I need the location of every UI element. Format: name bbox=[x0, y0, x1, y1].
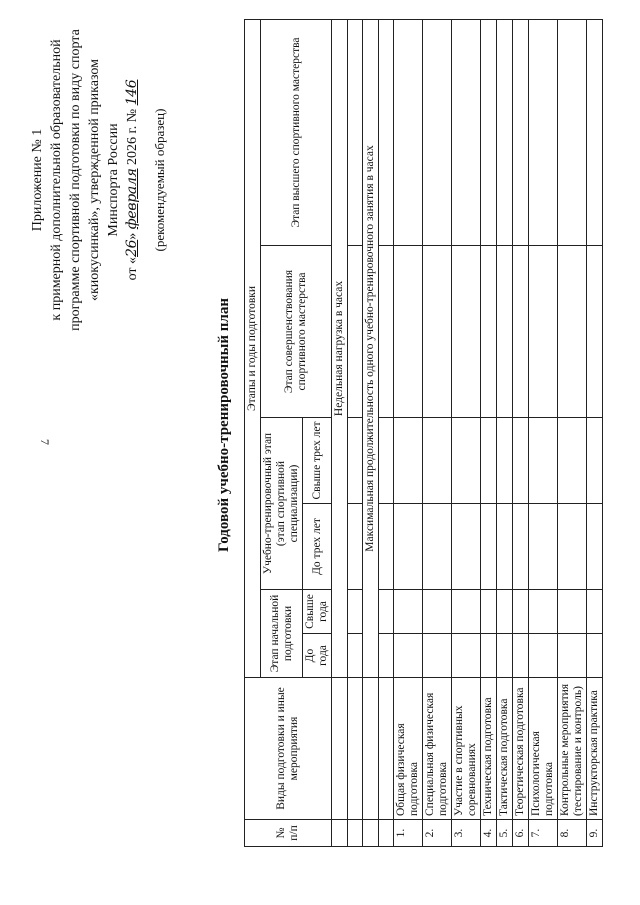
weekly-load-header: Недельная нагрузка в часах bbox=[332, 19, 348, 677]
col-activity-header: Виды подготовки и иные мероприятия bbox=[245, 678, 332, 820]
col-num-header: № п/п bbox=[245, 820, 332, 847]
table-row: 5. Тактическая подготовка bbox=[497, 19, 513, 846]
table-row: 2. Специальная физическая подготовка bbox=[423, 19, 452, 846]
up-to-year-header: До года bbox=[303, 634, 332, 678]
document-title: Годовой учебно-тренировочный план bbox=[216, 298, 232, 552]
table-row: 7. Психологическая подготовка bbox=[529, 19, 558, 846]
date-day: 26 bbox=[124, 239, 140, 257]
date-month: февраля bbox=[124, 168, 140, 230]
table-row: 6. Теоретическая подготовка bbox=[513, 19, 529, 846]
table-row: 1. Общая физическая подготовка bbox=[394, 19, 423, 846]
over-3-header: Свыше трех лет bbox=[303, 418, 332, 504]
appendix-header bbox=[28, 10, 169, 350]
order-number: 146 bbox=[124, 79, 140, 106]
appendix-line-2: к примерной дополнительной образовательной bbox=[49, 39, 64, 321]
table-row: 9. Инструкторская практика bbox=[587, 19, 603, 846]
appendix-line-1: Приложение № 1 bbox=[30, 128, 45, 232]
stage-training-header: Учебно-тренировочный этап (этап спортивной специализации) bbox=[261, 418, 303, 590]
appendix-note: (рекомендуемый образец) bbox=[152, 108, 167, 252]
training-plan-table bbox=[244, 19, 603, 847]
stage-improvement-header: Этап совершенствования спортивного мастерства bbox=[261, 246, 332, 418]
up-to-3-header: До трех лет bbox=[303, 504, 332, 590]
page-number: 7 bbox=[38, 439, 52, 445]
stage-higher-header: Этап высшего спортивного мастерства bbox=[261, 19, 332, 245]
stage-initial-header: Этап начальной подготовки bbox=[261, 590, 303, 678]
appendix-line-5: Минспорта России bbox=[106, 123, 121, 237]
table-row: 3. Участие в спортивных соревнованиях bbox=[452, 19, 481, 846]
stages-header: Этапы и годы подготовки bbox=[245, 19, 261, 677]
over-year-header: Свыше года bbox=[303, 590, 332, 634]
table-row: 4. Техническая подготовка bbox=[481, 19, 497, 846]
appendix-line-4: «киокусинкай», утвержденной приказом bbox=[87, 58, 102, 302]
max-duration-header: Максимальная продолжительность одного учебно-тренировочного занятия в часах bbox=[363, 19, 379, 677]
table-row: 8. Контрольные мероприятия (тестирование и контроль) bbox=[558, 19, 587, 846]
appendix-line-3: программе спортивной подготовки по виду спорта bbox=[68, 29, 83, 331]
appendix-date-line: от «26» февраля 2026 г. № 146 bbox=[124, 79, 140, 281]
